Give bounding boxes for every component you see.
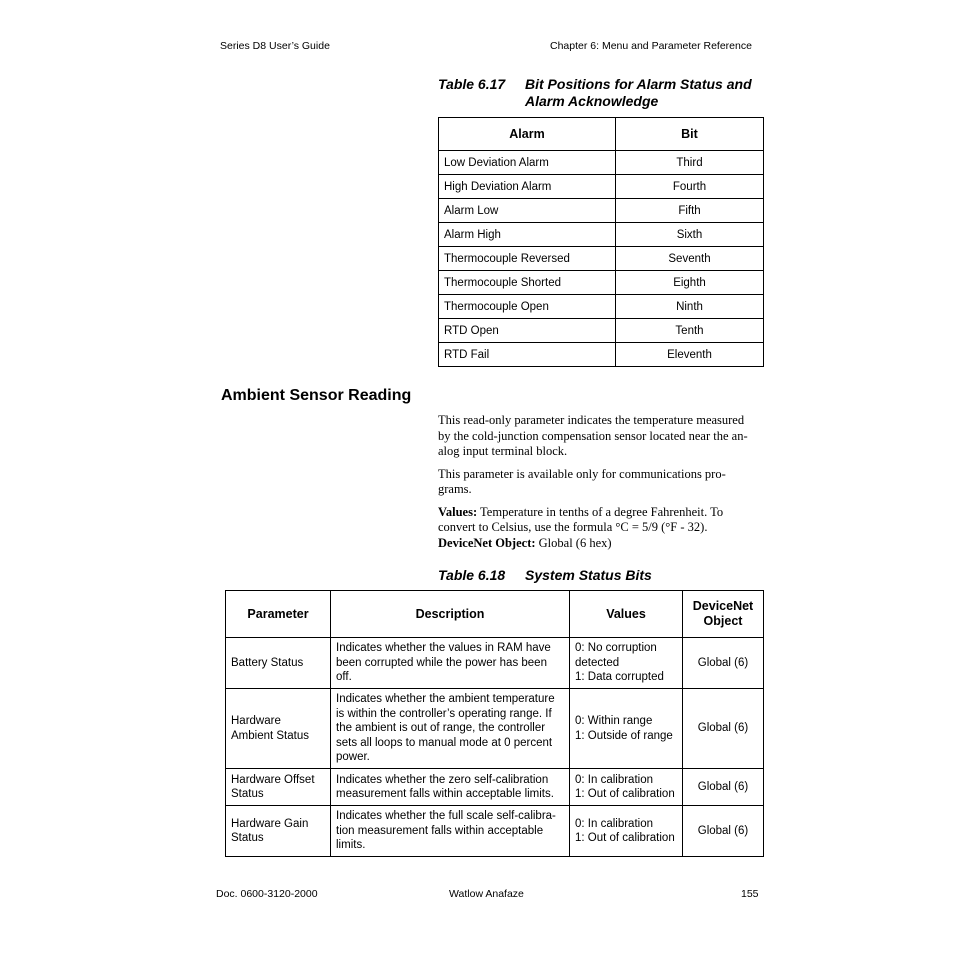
column-header-description: Description [331,591,570,638]
text-line: This parameter is available only for communications pro- [438,466,726,481]
footer-doc-number: Doc. 0600-3120-2000 [216,888,318,900]
table-row [439,319,764,343]
table-row [439,151,764,175]
paragraph [438,413,770,460]
table-row [439,271,764,295]
values-label: Values: [438,504,478,519]
alarm-cell: Thermocouple Shorted [439,271,616,295]
parameter-cell: Battery Status [226,638,331,689]
alarm-cell: High Deviation Alarm [439,175,616,199]
system-status-bits-table [225,590,764,857]
values-cell [570,689,683,769]
table-row [226,769,764,806]
alarm-cell: RTD Open [439,319,616,343]
bit-cell: Fourth [616,175,764,199]
alarm-cell: Alarm High [439,223,616,247]
value-line: 0: Within range [575,715,653,727]
value-line: 0: In calibration [575,817,653,830]
table-row [439,343,764,367]
value-line: 1: Outside of range [575,729,673,742]
text-line: Temperature in tenths of a degree Fahrenheit. To [477,504,724,519]
table-617-number: Table 6.17 [438,76,506,92]
text-line: convert to Celsius, use the formula °C = 5/9 (°F - 32). [438,520,708,534]
alarm-cell: Thermocouple Open [439,295,616,319]
column-header-values: Values [570,591,683,638]
bit-cell: Sixth [616,223,764,247]
alarm-cell: Thermocouple Reversed [439,247,616,271]
parameter-cell: Hardware Offset Status [226,769,331,806]
description-cell: Indicates whether the full scale self-calibra-tion measurement falls within acceptable limits. [331,806,570,857]
object-cell: Global (6) [683,806,764,857]
text-line: alog input terminal block. [438,444,568,458]
column-header-bit: Bit [616,118,764,151]
object-cell: Global (6) [683,689,764,769]
footer-company: Watlow Anafaze [449,888,524,900]
page-number: 155 [741,888,759,900]
table-row [439,295,764,319]
table-row [439,175,764,199]
values-cell [570,806,683,857]
value-line: 0: No corruption detected [575,642,657,669]
text-line: grams. [438,482,472,496]
values-cell [570,638,683,689]
value-line: 1: Out of calibration [575,832,675,844]
description-cell: Indicates whether the ambient temperature is within the controller’s operating range. If the ambient is out of range, the controller sets all loops to manual mode at 0 percent power. [331,689,570,769]
parameter-cell: Hardware Gain Status [226,806,331,857]
values-paragraph [438,505,770,552]
table-row [439,199,764,223]
table-618-caption [438,567,652,584]
text-line: This read-only parameter indicates the temperature measured [438,413,745,427]
bit-cell: Third [616,151,764,175]
object-cell: Global (6) [683,638,764,689]
section-heading: Ambient Sensor Reading [221,387,412,404]
bit-cell: Fifth [616,199,764,223]
column-header-parameter: Parameter [226,591,331,638]
running-header-right: Chapter 6: Menu and Parameter Reference [550,40,752,52]
table-row [226,689,764,769]
alarm-cell: Alarm Low [439,199,616,223]
table-row [439,223,764,247]
devicenet-value: Global (6 hex) [535,535,612,550]
bit-cell: Eleventh [616,343,764,367]
alarm-cell: RTD Fail [439,343,616,367]
table-row [439,247,764,271]
column-header-alarm: Alarm [439,118,616,151]
values-cell [570,769,683,806]
description-cell: Indicates whether the values in RAM have been corrupted while the power has been off. [331,638,570,689]
object-cell: Global (6) [683,769,764,806]
table-row [226,806,764,857]
table-617-title-line2: Alarm Acknowledge [525,93,659,109]
value-line: 1: Out of calibration [575,788,675,800]
section-body [438,413,770,551]
alarm-cell: Low Deviation Alarm [439,151,616,175]
bit-cell: Eighth [616,271,764,295]
table-617-caption [438,76,778,110]
running-header-left: Series D8 User’s Guide [220,40,330,52]
bit-cell: Tenth [616,319,764,343]
alarm-bit-table [438,117,764,367]
table-618-number: Table 6.18 [438,567,506,583]
parameter-cell: Hardware Ambient Status [226,689,331,769]
table-618-title: System Status Bits [525,567,652,583]
table-617-title-line1: Bit Positions for Alarm Status and [525,76,752,92]
text-line: by the cold-junction compensation sensor located near the an- [438,428,748,443]
table-row [226,638,764,689]
column-header-devicenet-object: DeviceNet Object [683,591,764,638]
value-line: 0: In calibration [575,773,653,786]
bit-cell: Ninth [616,295,764,319]
description-cell: Indicates whether the zero self-calibration measurement falls within acceptable limits. [331,769,570,806]
paragraph [438,467,770,498]
devicenet-label: DeviceNet Object: [438,535,536,550]
value-line: 1: Data corrupted [575,671,664,684]
bit-cell: Seventh [616,247,764,271]
